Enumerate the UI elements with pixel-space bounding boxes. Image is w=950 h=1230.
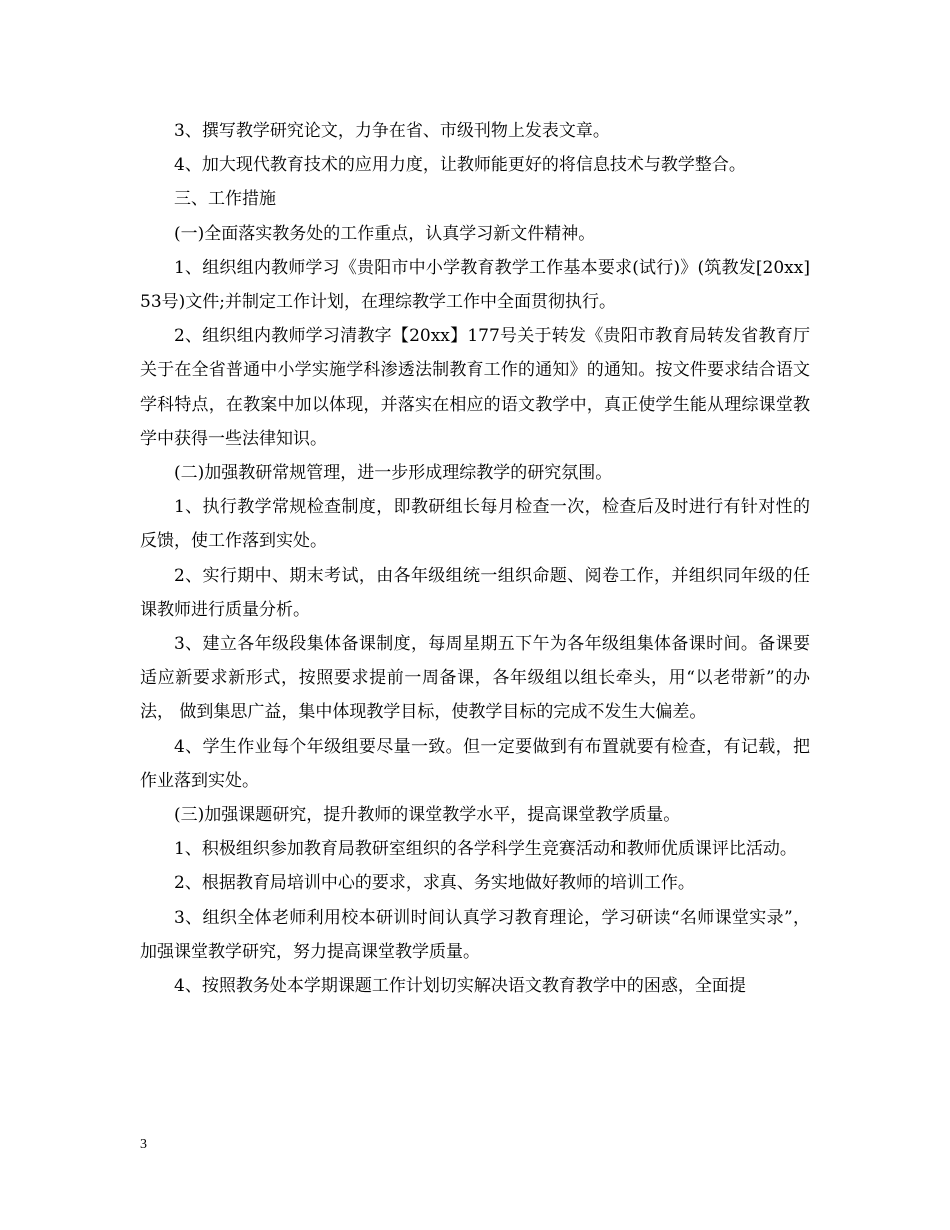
paragraph-measure-1-1: 1、组织组内教师学习《贵阳市中小学教育教学工作基本要求(试行)》(筑教发[20xx]53号)文件;并制定工作计划，在理综教学工作中全面贯彻执行。	[140, 257, 810, 313]
paragraph-measure-3-3: 3、组织全体老师利用校本研训时间认真学习教育理论，学习研读“名师课堂实录”，加强课堂教学研究，努力提高课堂教学质量。	[140, 907, 810, 962]
paragraph-item-4: 4、加大现代教育技术的应用力度，让教师能更好的将信息技术与教学整合。	[174, 155, 746, 176]
section-heading-work-measures: 三、工作措施	[174, 189, 276, 210]
paragraph-measure-3-4: 4、按照教务处本学期课题工作计划切实解决语文教育教学中的困惑，全面提	[174, 976, 746, 997]
page-number: 3	[140, 1137, 147, 1152]
paragraph-measure-1-2: 2、组织组内教师学习清教字【20xx】177号关于转发《贵阳市教育局转发省教育厅关于在全省普通中小学实施学科渗透法制教育工作的通知》的通知。按文件要求结合语文学科特点，在教案中加以体现，并落实在相应的语文教学中，真正使学生能从理综课堂教学中获得一些法律知识。	[140, 326, 810, 449]
document-body	[140, 114, 810, 1003]
paragraph-measure-2-4: 4、学生作业每个年级组要尽量一致。但一定要做到有布置就要有检查，有记载，把作业落到实处。	[140, 736, 810, 791]
subsection-heading-2: (二)加强教研常规管理，进一步形成理综教学的研究氛围。	[174, 463, 613, 484]
paragraph-item-3: 3、撰写教学研究论文，力争在省、市级刊物上发表文章。	[174, 121, 610, 141]
paragraph-measure-2-3: 3、建立各年级段集体备课制度，每周星期五下午为各年级组集体备课时间。备课要适应新要求新形式，按照要求提前一周备课，各年级组以组长牵头，用“以老带新”的办法， 做到集思广益，集中体现教学目标，使教学目标的完成不发生大偏差。	[140, 634, 810, 723]
subsection-heading-3: (三)加强课题研究，提升教师的课堂教学水平，提高课堂教学质量。	[174, 805, 681, 826]
paragraph-measure-3-2: 2、根据教育局培训中心的要求，求真、务实地做好教师的培训工作。	[174, 873, 695, 894]
paragraph-measure-3-1: 1、积极组织参加教育局教研室组织的各学科学生竞赛活动和教师优质课评比活动。	[174, 839, 797, 860]
subsection-heading-1: (一)全面落实教务处的工作重点，认真学习新文件精神。	[174, 223, 596, 244]
paragraph-measure-2-1: 1、执行教学常规检查制度，即教研组长每月检查一次，检查后及时进行有针对性的反馈，使工作落到实处。	[140, 497, 810, 552]
paragraph-measure-2-2: 2、实行期中、期末考试，由各年级组统一组织命题、阅卷工作，并组织同年级的任课教师进行质量分析。	[140, 565, 810, 620]
